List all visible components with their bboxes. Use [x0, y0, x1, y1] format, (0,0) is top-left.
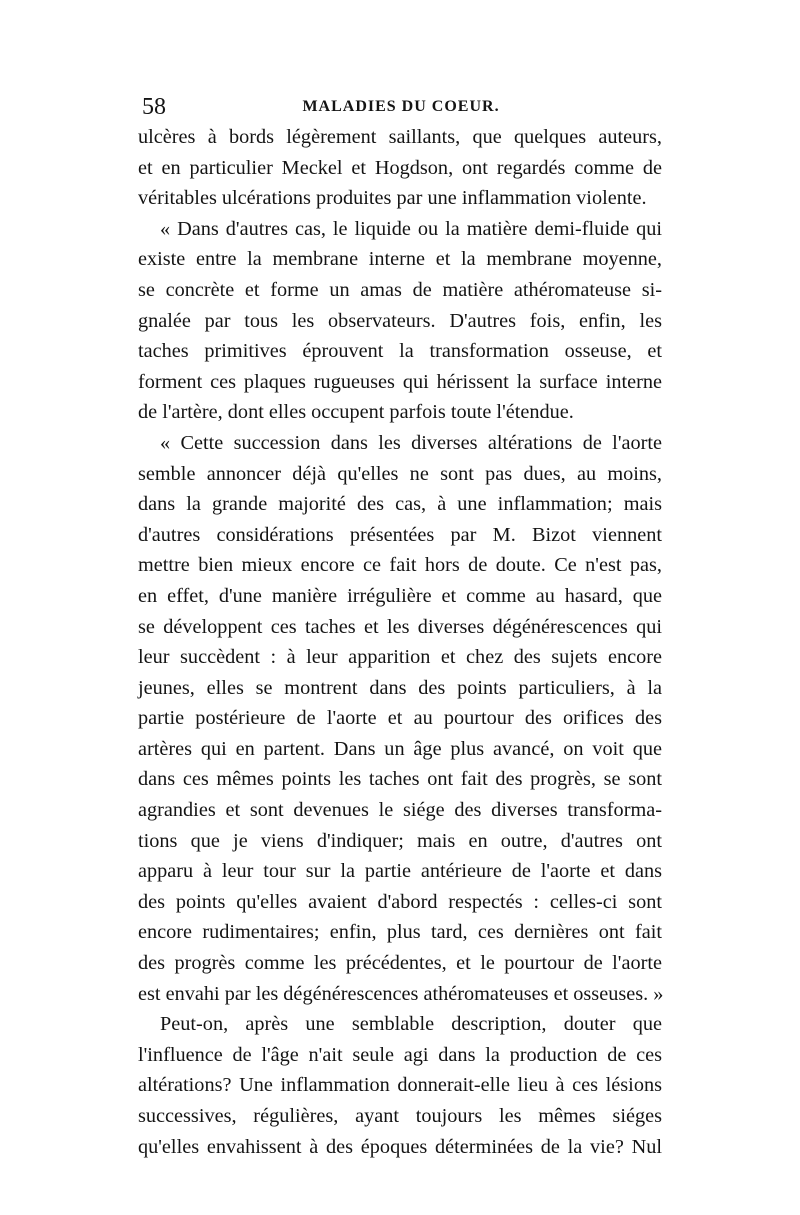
text-line: « Dans d'autres cas, le liquide ou la matière demi-fluide qui [160, 217, 662, 240]
text-line: apparu à leur tour sur la partie antérieure de l'aorte et dans [138, 860, 662, 883]
text-line: artères qui en partent. Dans un âge plus avancé, on voit que [138, 737, 662, 760]
text-line: mettre bien mieux encore ce fait hors de doute. Ce n'est pas, [138, 554, 662, 577]
text-line: Peut-on, après une semblable description, douter que [160, 1013, 662, 1036]
text-line: tions que je viens d'indiquer; mais en outre, d'autres ont [138, 829, 662, 852]
text-line: ulcères à bords légèrement saillants, que quelques auteurs, [138, 126, 662, 148]
paragraph-3 [138, 428, 662, 1009]
text-line: se concrète et forme un amas de matière athéromateuse si- [138, 278, 662, 301]
text-line: des points qu'elles avaient d'abord respectés : celles-ci sont [138, 890, 662, 913]
text-line: l'influence de l'âge n'ait seule agi dans la production de ces [138, 1043, 662, 1066]
text-line: en effet, d'une manière irrégulière et comme au hasard, que [138, 584, 662, 607]
text-line: altérations? Une inflammation donnerait-elle lieu à ces lésions [138, 1074, 662, 1097]
text-line: agrandies et sont devenues le siége des diverses transforma- [138, 799, 662, 822]
paragraph-1 [138, 122, 662, 214]
text-line: encore rudimentaires; enfin, plus tard, ces dernières ont fait [138, 921, 662, 944]
text-line: qu'elles envahissent à des époques déterminées de la vie? Nul [138, 1135, 662, 1158]
page-header [142, 92, 660, 122]
text-line: semble annoncer déjà qu'elles ne sont pas dues, au moins, [138, 462, 662, 485]
text-line: jeunes, elles se montrent dans des points particuliers, à la [138, 676, 662, 699]
text-line: véritables ulcérations produites par une inflammation violente. [138, 187, 647, 210]
text-line: leur succèdent : à leur apparition et chez des sujets encore [138, 646, 662, 669]
text-line: d'autres considérations présentées par M. Bizot viennent [138, 523, 662, 546]
body-text [138, 122, 662, 1162]
text-line: des progrès comme les précédentes, et le pourtour de l'aorte [138, 952, 662, 975]
text-line: successives, régulières, ayant toujours les mêmes siéges [138, 1105, 662, 1127]
text-line: existe entre la membrane interne et la membrane moyenne, [138, 248, 662, 271]
text-line: « Cette succession dans les diverses altérations de l'aorte [160, 431, 662, 454]
text-line: forment ces plaques rugueuses qui hérissent la surface interne [138, 370, 662, 393]
text-line: dans ces mêmes points les taches ont fait des progrès, se sont [138, 768, 662, 791]
paragraph-2 [138, 214, 662, 428]
text-line: dans la grande majorité des cas, à une inflammation; mais [138, 493, 662, 516]
running-title: MALADIES DU COEUR. [302, 98, 500, 115]
text-line: gnalée par tous les observateurs. D'autres fois, enfin, les [138, 309, 662, 332]
text-line: se développent ces taches et les diverses dégénérescences qui [138, 615, 662, 638]
page-number: 58 [142, 94, 166, 120]
paragraph-4 [138, 1009, 662, 1162]
text-line: et en particulier Meckel et Hogdson, ont regardés comme de [138, 156, 662, 179]
text-line: partie postérieure de l'aorte et au pourtour des orifices des [138, 707, 662, 730]
text-line: est envahi par les dégénérescences athéromateuses et osseuses. » [138, 982, 664, 1005]
text-line: taches primitives éprouvent la transformation osseuse, et [138, 340, 662, 363]
text-line: de l'artère, dont elles occupent parfois toute l'étendue. [138, 401, 574, 424]
